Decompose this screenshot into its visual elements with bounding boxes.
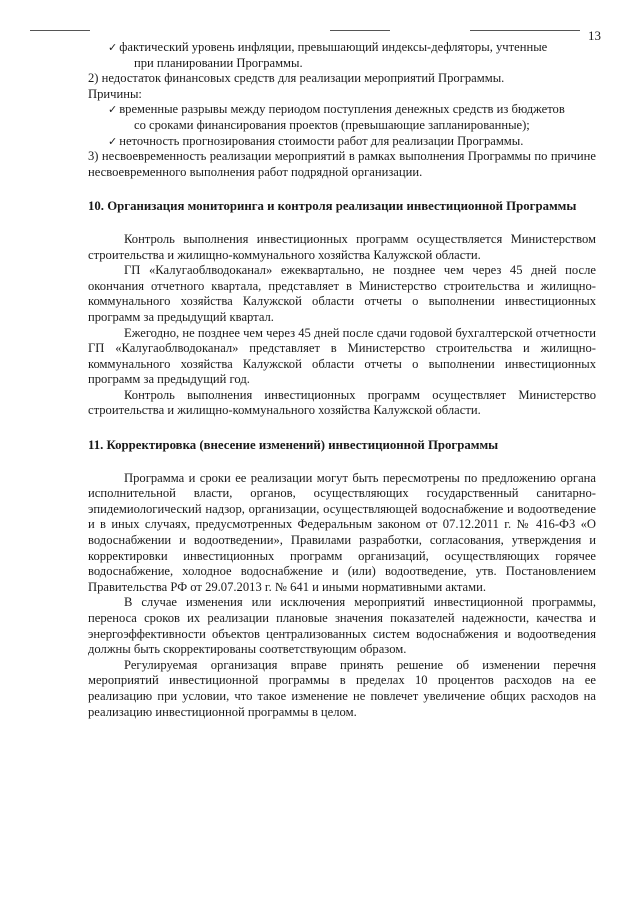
paragraph: Контроль выполнения инвестиционных программ осуществляется Министерством строительства и жилищно-коммунального хозяйства Калужской области. [88, 231, 596, 262]
checkmark-icon: ✓ [108, 134, 118, 148]
list-item-continuation: при планировании Программы. [134, 55, 303, 70]
page-content [88, 40, 596, 720]
checkmark-icon: ✓ [108, 103, 118, 117]
paragraph: Ежегодно, не позднее чем через 45 дней после сдачи годовой бухгалтерской отчетности ГП «Калугаоблводоканал» представляет в Министерство строительства и жилищно-коммунального хозяйства Калужской области отчеты о выполнении инвестиционных программ за предыдущий год. [88, 325, 596, 387]
section-11-title: 11. Корректировка (внесение изменений) инвестиционной Программы [88, 438, 499, 453]
reasons-label: Причины: [88, 86, 142, 101]
paragraph: Программа и сроки ее реализации могут быть пересмотрены по предложению органа исполнительной власти, органов, осуществляющих государственный санитарно-эпидемиологический надзор, организации, осуществляющей водоснабжение и водоотведение и в иных случаях, предусмотренных Федеральным законом от 07.12.2011 г. № 416-ФЗ «О водоснабжении и водоотведении», Правилами разработки, согласования, утверждения и корректировки инвестиционных программ организаций, осуществляющих горячее водоснабжение, холодное водоснабжение и (или) водоотведение, утв. Постановлением Правительства РФ от 29.07.2013 г. № 641 и иными нормативными актами. [88, 470, 596, 594]
header-rule-left [30, 30, 90, 31]
paragraph: ГП «Калугаоблводоканал» ежеквартально, не позднее чем через 45 дней после окончания отчетного квартала, представляет в Министерство строительства и жилищно-коммунального хозяйства Калужской области отчеты о выполнении инвестиционных программ за предыдущий квартал. [88, 263, 596, 324]
checkmark-icon: ✓ [108, 41, 118, 54]
list-item: 3) несвоевременность реализации мероприятий в рамках выполнения Программы по причине несвоевременного выполнения работ подрядной организации. [88, 149, 596, 179]
section-10-title: 10. Организация мониторинга и контроля реализации инвестиционной Программы [88, 199, 577, 214]
header-rule-right [470, 30, 580, 31]
header-rule-middle [330, 30, 390, 31]
list-item: ✓ временные разрывы между периодом поступления денежных средств из бюджетов [108, 102, 565, 117]
list-item: ✓ фактический уровень инфляции, превышающий индексы-дефляторы, учтенные [108, 40, 548, 54]
list-item-continuation: со сроками финансирования проектов (превышающие запланированные); [134, 117, 530, 132]
paragraph: В случае изменения или исключения мероприятий инвестиционной программы, переноса сроков их реализации плановые значения показателей надежности, качества и энергоэффективности объектов централизованных систем водоснабжения и водоотведения должны быть скорректированы соответствующим образом. [88, 595, 596, 657]
paragraph: Контроль выполнения инвестиционных программ осуществляет Министерство строительства и жилищно-коммунального хозяйства Калужской области. [88, 387, 596, 418]
list-item: ✓ неточность прогнозирования стоимости работ для реализации Программы. [108, 133, 524, 148]
page-number: 13 [588, 28, 601, 43]
list-item: 2) недостаток финансовых средств для реализации мероприятий Программы. [88, 71, 505, 86]
paragraph: Регулируемая организация вправе принять решение об изменении перечня мероприятий инвестиционной программы в пределах 10 процентов расходов на ее реализацию при условии, что такое изменение не повлечет увеличение общих расходов на реализацию инвестиционной программы в целом. [88, 657, 596, 719]
